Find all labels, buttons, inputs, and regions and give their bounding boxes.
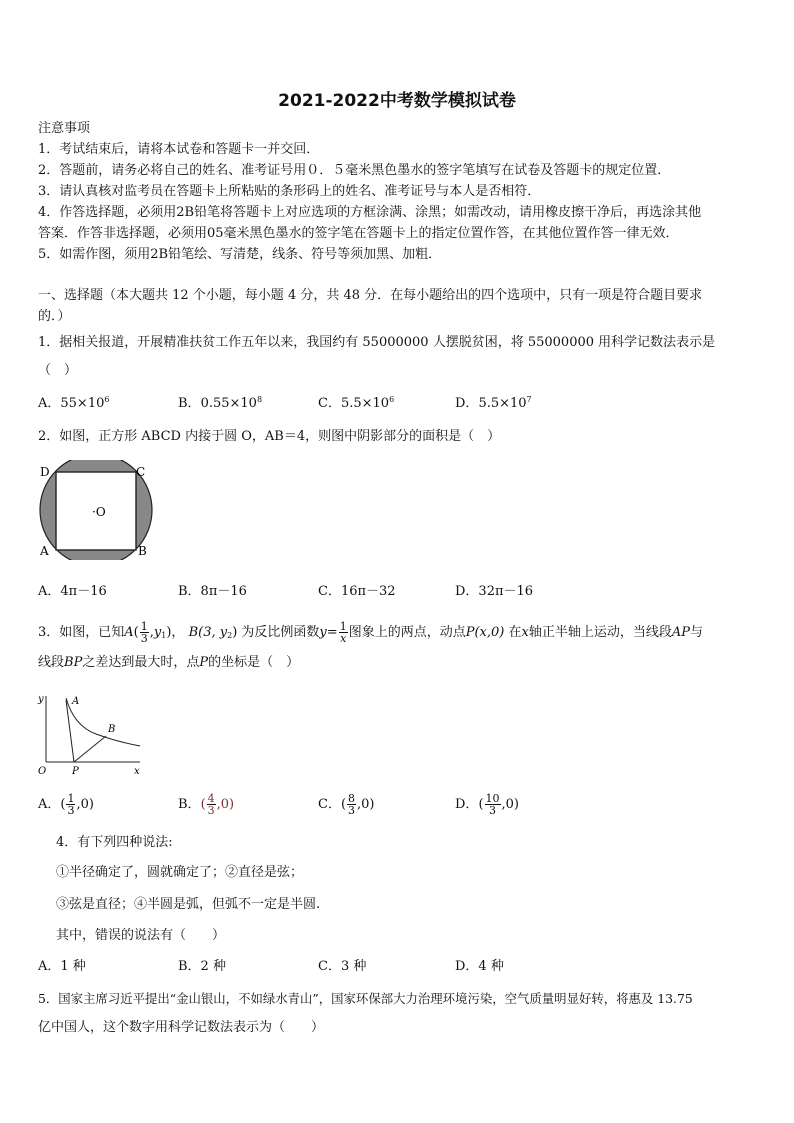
q5-stem-line2: 亿中国人，这个数字用科学记数法表示为（ ） (38, 1020, 325, 1035)
notice-item-5: 5．如需作图，须用2B铅笔绘、写清楚，线条、符号等须加黑、加粗． (38, 247, 442, 262)
q3-option-d: D．( $\frac{10}{3}$ ,0) (455, 792, 519, 817)
q4-option-b: B．2 种 (178, 959, 226, 974)
section-heading-cont: 的．） (38, 309, 71, 324)
q3-option-b: B．( $\frac{4}{3}$ ,0) (178, 792, 235, 817)
q4-statement-2: ③弦是直径；④半圆是弧，但弧不一定是半圆. (56, 897, 321, 912)
q1-option-a: A．$55\times 10^6$ (38, 395, 110, 411)
q3-label-y: y (38, 694, 44, 705)
q4-option-a: A．1 种 (38, 959, 86, 974)
notice-item-2: 2．答题前，请务必将自己的姓名、准考证号用０．５毫米黑色墨水的签字笔填写在试卷及答题卡的规定位置． (38, 163, 671, 178)
q2-label-b: B (138, 544, 147, 558)
notice-item-4-cont: 答案．作答非选择题，必须用05毫米黑色墨水的签字笔在答题卡上的指定位置作答，在其他位置作答一律无效． (38, 226, 679, 241)
q3-label-p: P (72, 766, 79, 777)
q2-option-d: D．32π－16 (455, 584, 534, 599)
q2-label-d: D (40, 465, 50, 479)
q1-option-c: C．$5.5\times 10^6$ (318, 395, 395, 411)
q3-option-c: C．( $\frac{8}{3}$ ,0) (318, 792, 375, 817)
q4-stem: 4．有下列四种说法: (56, 835, 173, 850)
q3-label-o: O (38, 766, 47, 777)
page-title: 2021-2022中考数学模拟试卷 (278, 91, 516, 111)
q3-figure (36, 690, 148, 778)
q1-paren: （ ） (38, 363, 78, 378)
q4-option-c: C．3 种 (318, 959, 367, 974)
q3-stem-line1: 3．如图，已知A( $\frac{1}{3}$ $,y_1$)， B(3, $y_2$) 为反比例函数y= $\frac{1}{x}$ 图象上的两点，动点P(x,0) 在x轴正半轴上运动，当线段AP与 (38, 620, 704, 645)
q2-option-c: C．16π－32 (318, 584, 396, 599)
q3-stem-line2: 线段BP之差达到最大时，点P的坐标是（ ） (38, 655, 300, 670)
q4-ask: 其中，错误的说法有（ ） (56, 928, 226, 943)
notice-item-1: 1．考试结束后，请将本试卷和答题卡一并交回． (38, 142, 320, 157)
q2-label-o: ·O (92, 505, 106, 519)
section-heading: 一、选择题（本大题共 12 个小题，每小题 4 分，共 48 分．在每小题给出的四个选项中，只有一项是符合题目要求 (38, 288, 703, 303)
q2-stem: 2．如图，正方形 ABCD 内接于圆 O，AB＝4，则图中阴影部分的面积是（ ） (38, 429, 501, 444)
notice-item-3: 3．请认真核对监考员在答题卡上所粘贴的条形码上的姓名、准考证号与本人是否相符． (38, 184, 541, 199)
q2-option-b: B．8π－16 (178, 584, 247, 599)
q2-figure (36, 460, 156, 560)
q1-stem: 1．据相关报道，开展精准扶贫工作五年以来，我国约有 55000000 人摆脱贫困，将 55000000 用科学记数法表示是 (38, 335, 716, 350)
q5-stem-line1: 5．国家主席习近平提出“金山银山，不如绿水青山”，国家环保部大力治理环境污染，空气质量明显好转，将惠及 13.75 (38, 991, 693, 1006)
q1-option-b: B．$0.55\times 10^8$ (178, 395, 263, 411)
q3-label-b: B (108, 724, 116, 735)
q4-statement-1: ①半径确定了，圆就确定了；②直径是弦； (56, 865, 304, 880)
q2-label-a: A (40, 544, 49, 558)
q3-label-a: A (72, 696, 80, 707)
q1-option-d: D．$5.5\times 10^7$ (455, 395, 532, 411)
q3-label-x: x (134, 766, 140, 777)
q2-option-a: A．4π－16 (38, 584, 107, 599)
q4-option-d: D．4 种 (455, 959, 504, 974)
q2-label-c: C (136, 465, 146, 479)
q3-option-a: A．( $\frac{1}{3}$ ,0) (38, 792, 94, 817)
notice-item-4: 4．作答选择题，必须用2B铅笔将答题卡上对应选项的方框涂满、涂黑；如需改动，请用橡皮擦干净后，再选涂其他 (38, 205, 702, 220)
q3-segment-bp (74, 736, 106, 762)
notice-heading: 注意事项 (38, 121, 91, 136)
